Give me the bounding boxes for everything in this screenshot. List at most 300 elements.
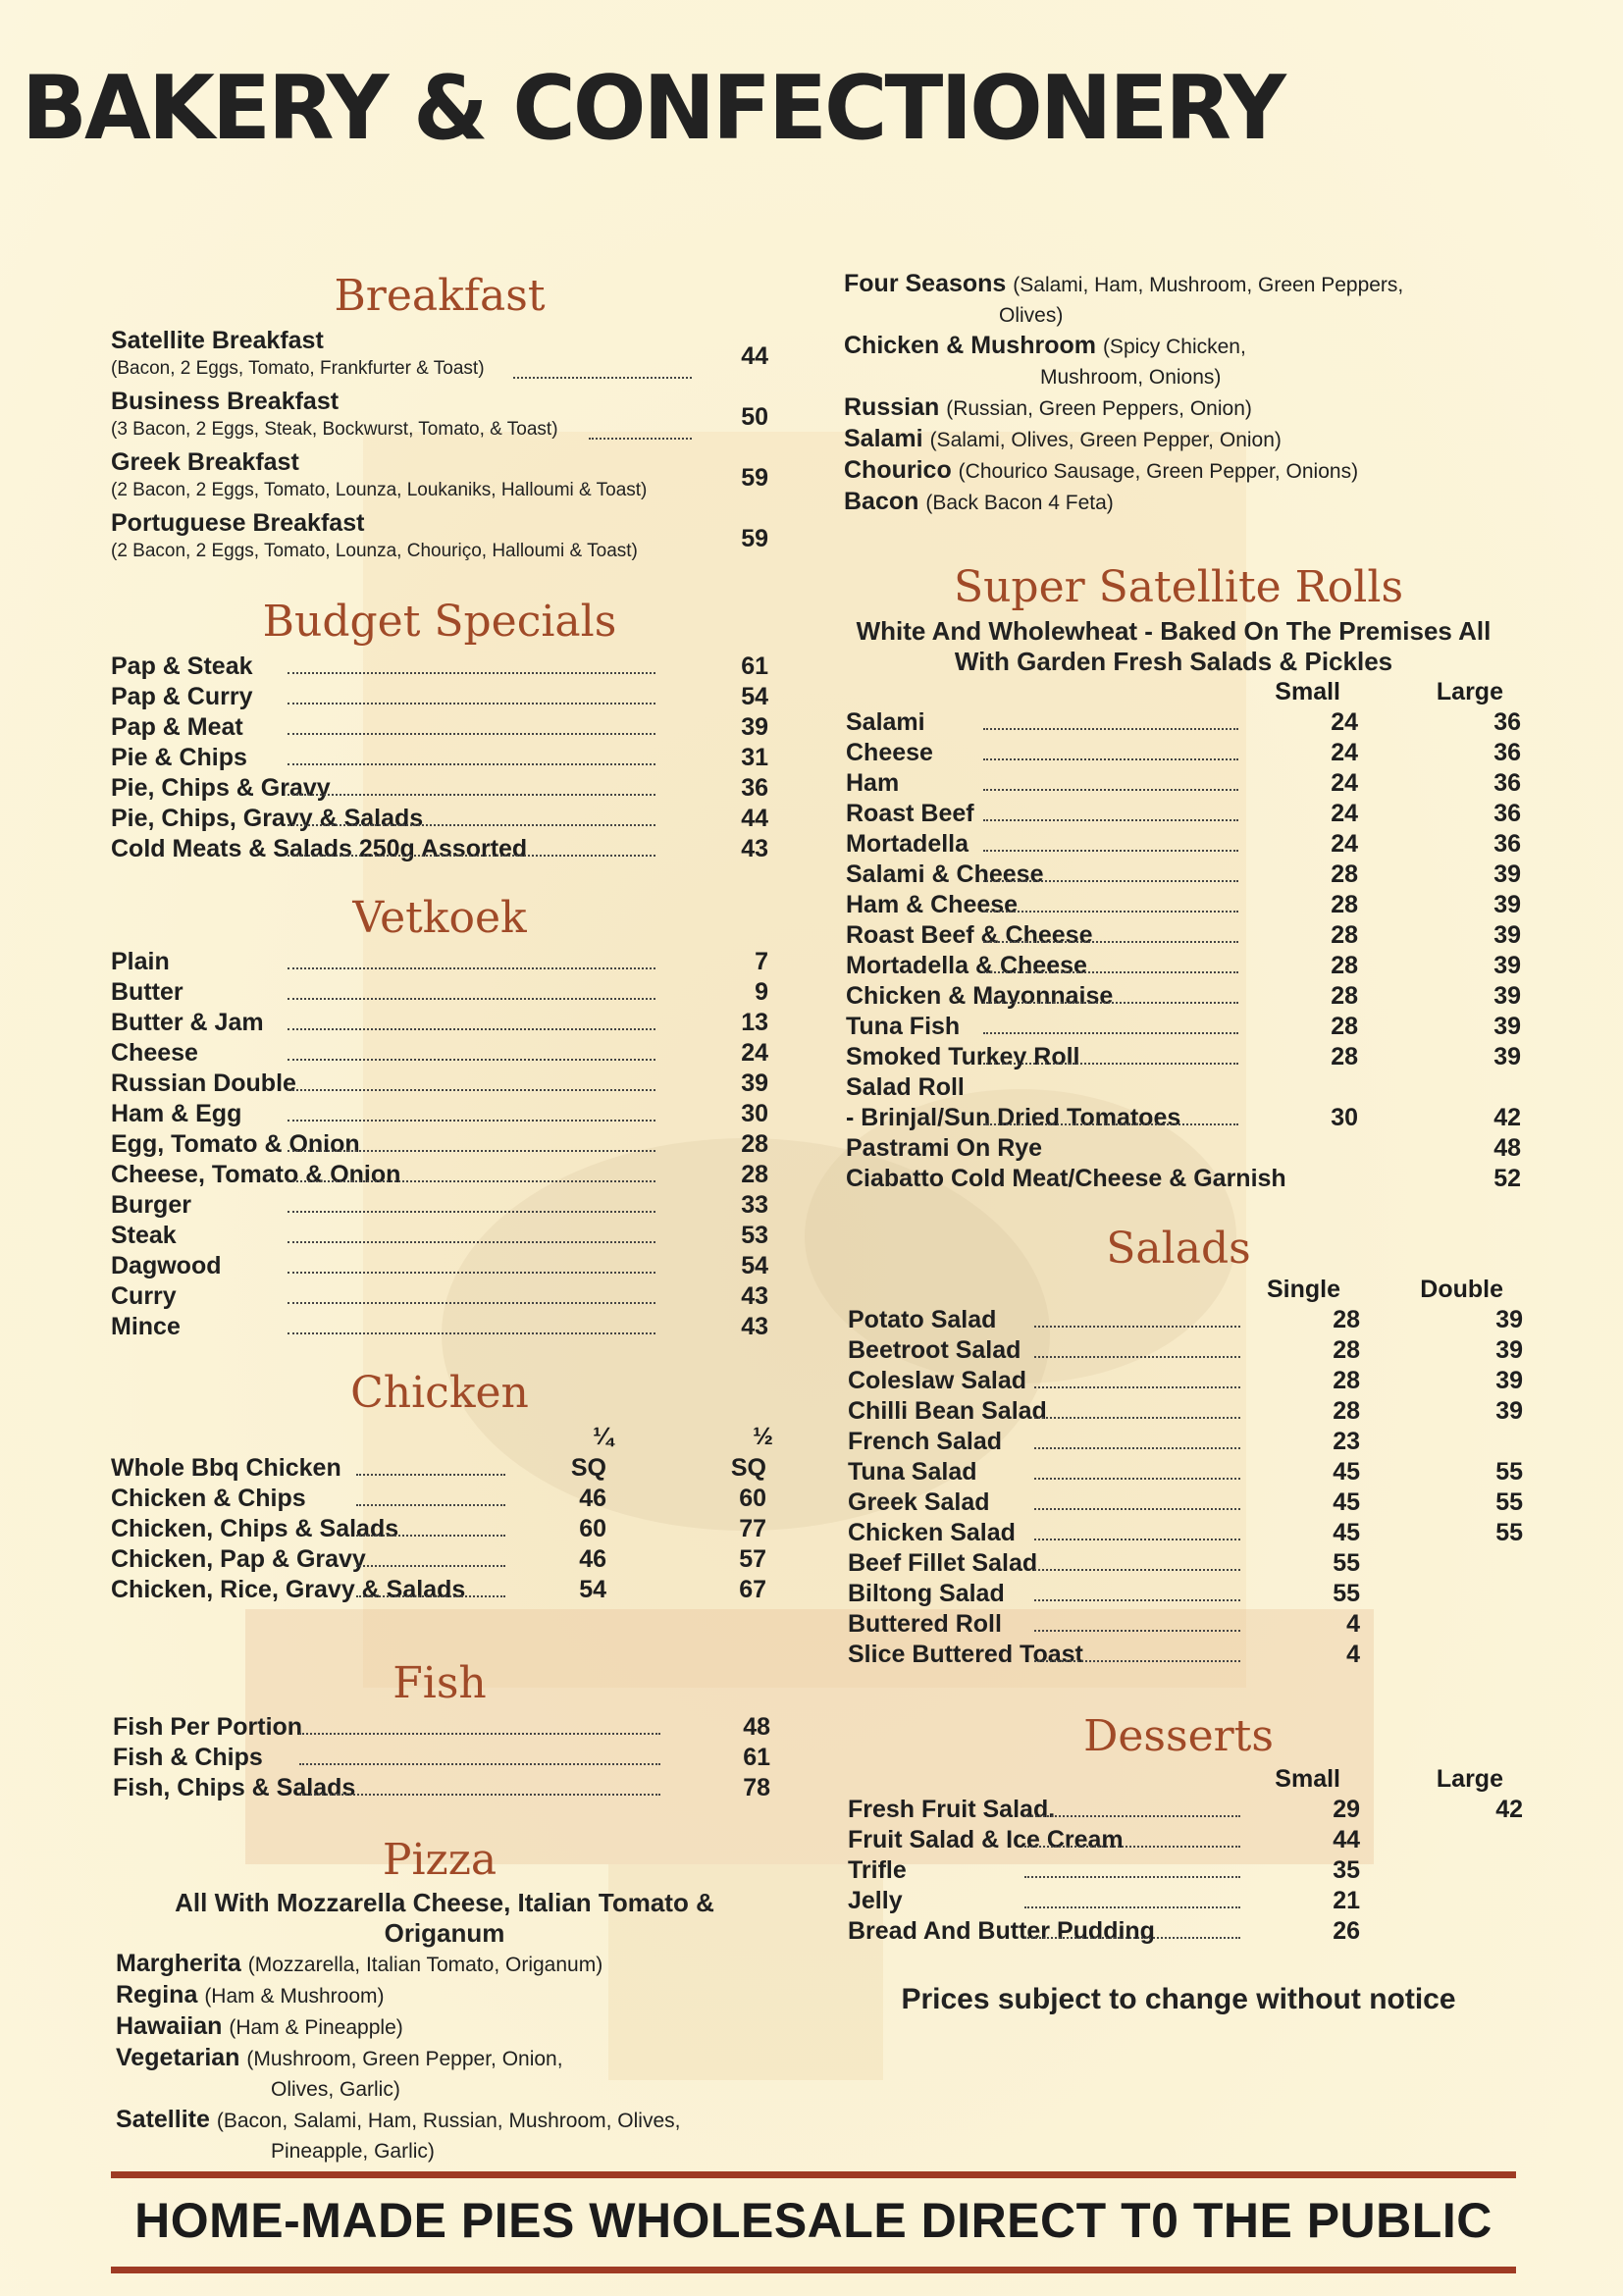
item-name: Egg, Tomato & Onion xyxy=(111,1130,360,1158)
footer-rule-bottom xyxy=(111,2267,1516,2273)
item-price-col1: 28 xyxy=(1331,982,1358,1010)
menu-item xyxy=(113,1773,770,1803)
pizza-toppings: (Spicy Chicken, xyxy=(1102,336,1246,358)
item-name: Fruit Salad & Ice Cream xyxy=(848,1826,1124,1853)
menu-item xyxy=(848,1427,1515,1457)
menu-item xyxy=(111,1251,768,1281)
item-price: 13 xyxy=(741,1009,768,1036)
item-description: (3 Bacon, 2 Eggs, Steak, Bockwurst, Tomato, & Toast) xyxy=(111,419,558,440)
item-name: Fish & Chips xyxy=(113,1744,263,1771)
menu-item xyxy=(848,1795,1523,1825)
dot-leader xyxy=(983,941,1238,943)
dot-leader xyxy=(299,1763,660,1765)
menu-item xyxy=(846,1042,1521,1072)
item-price-col1: 24 xyxy=(1331,739,1358,766)
item-price-col2: 39 xyxy=(1493,1013,1521,1040)
dot-leader xyxy=(1034,1356,1240,1358)
item-price-col1: 46 xyxy=(579,1545,606,1573)
menu-item xyxy=(111,1312,768,1342)
item-name: Salami xyxy=(846,708,925,736)
dot-leader xyxy=(1034,1326,1240,1328)
menu-item xyxy=(848,1855,1515,1886)
pizza-item xyxy=(844,331,1531,392)
pizza-toppings: (Ham & Mushroom) xyxy=(204,1985,385,2008)
item-name: Beetroot Salad xyxy=(848,1336,1021,1364)
item-name: Chicken & Chips xyxy=(111,1485,306,1512)
item-price: 43 xyxy=(741,1313,768,1340)
item-price-col1: 46 xyxy=(579,1485,606,1512)
pizza-item xyxy=(116,1949,803,1980)
dot-leader xyxy=(1034,1447,1240,1449)
item-price: 61 xyxy=(741,652,768,680)
dot-leader xyxy=(983,819,1238,821)
item-name: Chicken, Rice, Gravy & Salads xyxy=(111,1576,466,1603)
item-price-col2: 36 xyxy=(1493,769,1521,797)
dot-leader xyxy=(589,438,692,440)
item-price-col2: 39 xyxy=(1493,982,1521,1010)
item-name: Roast Beef & Cheese xyxy=(846,921,1093,949)
item-name: Pap & Curry xyxy=(111,683,253,710)
rolls-list xyxy=(846,707,1521,1194)
item-price: 31 xyxy=(741,744,768,771)
item-name: Cheese, Tomato & Onion xyxy=(111,1161,401,1188)
item-price-col2: 42 xyxy=(1493,1104,1521,1131)
item-price-col1: 44 xyxy=(1333,1826,1360,1853)
item-price-col1: 23 xyxy=(1333,1428,1360,1455)
item-name: Ham & Egg xyxy=(111,1100,242,1127)
item-price-col2: 39 xyxy=(1495,1306,1523,1333)
dot-leader xyxy=(288,1089,655,1091)
pizza-item xyxy=(844,269,1531,331)
menu-item xyxy=(846,1133,1521,1164)
dot-leader xyxy=(983,880,1238,882)
item-name: Whole Bbq Chicken xyxy=(111,1454,341,1482)
dot-leader xyxy=(288,855,655,857)
menu-item xyxy=(848,1396,1523,1427)
item-price-col2: 48 xyxy=(1493,1134,1521,1162)
menu-item xyxy=(846,1103,1521,1133)
item-name: Cheese xyxy=(846,739,933,766)
breakfast-item xyxy=(111,326,768,387)
budget-specials-heading: Budget Specials xyxy=(262,597,617,647)
item-price-col2: 39 xyxy=(1493,891,1521,918)
menu-item xyxy=(848,1487,1523,1518)
dot-leader xyxy=(983,911,1238,913)
menu-item xyxy=(111,1099,768,1129)
item-name: Slice Buttered Toast xyxy=(848,1641,1083,1668)
item-price: 39 xyxy=(741,713,768,741)
rolls-note-line1: White And Wholewheat - Baked On The Premises All xyxy=(856,616,1492,646)
pizza-heading: Pizza xyxy=(382,1835,497,1885)
dot-leader xyxy=(983,850,1238,852)
item-name: Buttered Roll xyxy=(848,1610,1002,1638)
item-name: Mortadella & Cheese xyxy=(846,952,1087,979)
item-price-col1: 35 xyxy=(1333,1856,1360,1884)
dot-leader xyxy=(1034,1417,1240,1419)
menu-item xyxy=(111,1544,768,1575)
menu-item xyxy=(846,799,1521,829)
menu-item xyxy=(111,1453,768,1484)
dot-leader xyxy=(1034,1539,1240,1540)
item-price-col1: 24 xyxy=(1331,769,1358,797)
dot-leader xyxy=(288,1302,655,1304)
item-name: Chilli Bean Salad xyxy=(848,1397,1047,1425)
pizza-item xyxy=(116,2043,803,2105)
item-price-col1: 24 xyxy=(1331,800,1358,827)
item-name: Roast Beef xyxy=(846,800,974,827)
menu-item xyxy=(111,1069,768,1099)
menu-item xyxy=(846,707,1521,738)
item-name: Biltong Salad xyxy=(848,1580,1005,1607)
item-price-col1: 60 xyxy=(579,1515,606,1542)
item-name: Beef Fillet Salad xyxy=(848,1549,1038,1577)
breakfast-item xyxy=(111,387,768,447)
menu-item xyxy=(111,1575,768,1605)
menu-item xyxy=(848,1335,1523,1366)
pizza-item xyxy=(844,487,1531,518)
breakfast-list xyxy=(111,326,768,569)
item-price: 7 xyxy=(755,948,768,975)
vetkoek-list xyxy=(111,947,768,1342)
pizza-name: Chourico xyxy=(844,456,952,484)
dot-leader xyxy=(288,1180,655,1182)
item-name: Ciabatto Cold Meat/Cheese & Garnish xyxy=(846,1165,1286,1192)
fish-list xyxy=(113,1712,770,1803)
item-price-col1: 26 xyxy=(1333,1917,1360,1945)
desserts-col-small: Small xyxy=(1275,1765,1340,1793)
dot-leader xyxy=(1034,1508,1240,1510)
item-price-col1: 28 xyxy=(1331,891,1358,918)
item-name: Mince xyxy=(111,1313,181,1340)
pizza-toppings: (Salami, Ham, Mushroom, Green Peppers, xyxy=(1013,274,1404,296)
item-name: Portuguese Breakfast xyxy=(111,509,365,537)
item-name: Burger xyxy=(111,1191,191,1219)
pizza-toppings: (Bacon, Salami, Ham, Russian, Mushroom, Olives, xyxy=(216,2110,681,2132)
item-price: 59 xyxy=(741,525,768,552)
pizza-item xyxy=(116,2105,803,2166)
item-name: Potato Salad xyxy=(848,1306,997,1333)
item-price-col1: 24 xyxy=(1331,708,1358,736)
item-price: 48 xyxy=(743,1713,770,1741)
dot-leader xyxy=(288,967,655,969)
dot-leader xyxy=(288,1332,655,1334)
dot-leader xyxy=(983,971,1238,973)
item-price-col2: 55 xyxy=(1495,1458,1523,1486)
pizza-toppings-cont: Pineapple, Garlic) xyxy=(271,2140,435,2163)
item-price-col2: 39 xyxy=(1493,952,1521,979)
item-price-col1: 28 xyxy=(1331,1043,1358,1070)
dot-leader xyxy=(983,1002,1238,1004)
item-name: Pastrami On Rye xyxy=(846,1134,1043,1162)
item-name: Pap & Steak xyxy=(111,652,253,680)
pizza-name: Satellite xyxy=(116,2106,210,2133)
dot-leader xyxy=(1034,1569,1240,1571)
item-description: (2 Bacon, 2 Eggs, Tomato, Lounza, Loukaniks, Halloumi & Toast) xyxy=(111,480,648,500)
item-price-col2: SQ xyxy=(730,1454,766,1482)
pizza-item xyxy=(844,392,1531,424)
item-name: Bread And Butter Pudding xyxy=(848,1917,1155,1945)
menu-item xyxy=(111,1190,768,1221)
item-name: Satellite Breakfast xyxy=(111,327,324,354)
item-price-col1: 45 xyxy=(1333,1458,1360,1486)
item-price-col1: 45 xyxy=(1333,1519,1360,1546)
item-name: Steak xyxy=(111,1222,177,1249)
menu-item xyxy=(848,1886,1515,1916)
menu-item xyxy=(111,1160,768,1190)
dot-leader xyxy=(356,1595,505,1597)
item-price-col2: 67 xyxy=(739,1576,766,1603)
salads-col-single: Single xyxy=(1266,1276,1340,1303)
item-price: 9 xyxy=(755,978,768,1006)
item-name: Pie, Chips & Gravy xyxy=(111,774,331,802)
item-price-col2: 39 xyxy=(1495,1367,1523,1394)
pizza-name: Margherita xyxy=(116,1950,241,1977)
menu-item xyxy=(846,1164,1521,1194)
desserts-col-large: Large xyxy=(1436,1765,1503,1793)
pizza-toppings-cont: Mushroom, Onions) xyxy=(1040,366,1222,389)
item-price: 44 xyxy=(741,342,768,370)
chicken-col-quarter: ¼ xyxy=(593,1423,613,1450)
dot-leader xyxy=(288,1150,655,1152)
pizza-toppings: (Back Bacon 4 Feta) xyxy=(925,492,1114,514)
item-price-col2: 60 xyxy=(739,1485,766,1512)
item-name: Tuna Salad xyxy=(848,1458,977,1486)
item-name: Trifle xyxy=(848,1856,907,1884)
dot-leader xyxy=(1024,1846,1240,1848)
item-price-col2: 52 xyxy=(1493,1165,1521,1192)
dot-leader xyxy=(288,1028,655,1030)
item-price-col1: 28 xyxy=(1331,1013,1358,1040)
item-name: Salami & Cheese xyxy=(846,861,1044,888)
item-name: Cheese xyxy=(111,1039,198,1067)
pizza-list-left xyxy=(116,1949,803,2166)
dot-leader xyxy=(288,824,655,826)
dot-leader xyxy=(288,1059,655,1061)
item-price: 61 xyxy=(743,1744,770,1771)
dot-leader xyxy=(513,377,692,379)
pizza-name: Hawaiian xyxy=(116,2012,223,2040)
item-price-col2: 39 xyxy=(1493,921,1521,949)
menu-item xyxy=(111,804,768,834)
menu-item xyxy=(848,1825,1515,1855)
pizza-toppings: (Ham & Pineapple) xyxy=(229,2016,403,2039)
dot-leader xyxy=(288,763,655,765)
price-notice: Prices subject to change without notice xyxy=(901,1983,1456,2015)
dot-leader xyxy=(983,789,1238,791)
item-price-col2: 55 xyxy=(1495,1519,1523,1546)
item-price: 43 xyxy=(741,835,768,862)
salads-list xyxy=(848,1305,1523,1670)
item-price-col2: 36 xyxy=(1493,739,1521,766)
item-name: Greek Breakfast xyxy=(111,448,299,476)
pizza-toppings: (Russian, Green Peppers, Onion) xyxy=(946,397,1252,420)
dot-leader xyxy=(983,1032,1238,1034)
item-price-col1: 55 xyxy=(1333,1580,1360,1607)
item-price-col1: 28 xyxy=(1331,861,1358,888)
item-price-col2: 42 xyxy=(1495,1796,1523,1823)
pizza-toppings: (Mozzarella, Italian Tomato, Origanum) xyxy=(247,1954,603,1976)
menu-item xyxy=(111,682,768,712)
item-price: 54 xyxy=(741,1252,768,1279)
item-name: Fish Per Portion xyxy=(113,1713,303,1741)
menu-item xyxy=(848,1366,1523,1396)
menu-item xyxy=(113,1712,770,1743)
item-price: 44 xyxy=(741,805,768,832)
pizza-list-right xyxy=(844,269,1531,518)
rolls-col-small: Small xyxy=(1275,678,1340,705)
pizza-note-line2: Origanum xyxy=(384,1918,505,1948)
dot-leader xyxy=(1034,1599,1240,1601)
pizza-toppings-cont: Olives) xyxy=(999,304,1064,327)
pizza-name: Bacon xyxy=(844,488,919,515)
item-price: 78 xyxy=(743,1774,770,1801)
pizza-item xyxy=(116,1980,803,2011)
item-price-col1: 45 xyxy=(1333,1488,1360,1516)
item-price-col2: 36 xyxy=(1493,708,1521,736)
menu-item xyxy=(111,1484,768,1514)
rolls-heading: Super Satellite Rolls xyxy=(953,562,1404,612)
desserts-list xyxy=(848,1795,1523,1947)
vetkoek-heading: Vetkoek xyxy=(352,893,527,943)
page-title: BAKERY & CONFECTIONERY xyxy=(22,57,1283,160)
dot-leader xyxy=(1024,1906,1240,1908)
item-price-col1: 24 xyxy=(1331,830,1358,858)
menu-item xyxy=(846,738,1521,768)
dot-leader xyxy=(983,758,1238,760)
menu-item xyxy=(111,743,768,773)
menu-item xyxy=(846,829,1521,860)
pizza-toppings: (Mushroom, Green Pepper, Onion, xyxy=(246,2048,563,2070)
dot-leader xyxy=(299,1794,660,1796)
dot-leader xyxy=(983,1123,1238,1125)
menu-item xyxy=(111,947,768,977)
dot-leader xyxy=(288,733,655,735)
item-name: Tuna Fish xyxy=(846,1013,961,1040)
item-price-col1: 28 xyxy=(1333,1397,1360,1425)
item-name: Curry xyxy=(111,1282,177,1310)
dot-leader xyxy=(1034,1630,1240,1632)
fish-heading: Fish xyxy=(393,1658,487,1708)
item-price: 43 xyxy=(741,1282,768,1310)
dot-leader xyxy=(288,1120,655,1122)
breakfast-item xyxy=(111,508,768,569)
item-price-col2: 36 xyxy=(1493,800,1521,827)
menu-item xyxy=(111,712,768,743)
item-price-col2: 39 xyxy=(1495,1336,1523,1364)
pizza-name: Russian xyxy=(844,393,940,421)
pizza-note-line1: All With Mozzarella Cheese, Italian Tomato & xyxy=(175,1888,714,1917)
dot-leader xyxy=(1034,1386,1240,1388)
item-name: Jelly xyxy=(848,1887,903,1914)
item-price-col1: 29 xyxy=(1333,1796,1360,1823)
menu-item xyxy=(848,1518,1523,1548)
menu-item xyxy=(846,860,1521,890)
item-price: 33 xyxy=(741,1191,768,1219)
item-name: Fresh Fruit Salad. xyxy=(848,1796,1056,1823)
item-price-col1: 4 xyxy=(1346,1610,1360,1638)
menu-item xyxy=(111,1281,768,1312)
item-name: Chicken & Mayonnaise xyxy=(846,982,1114,1010)
menu-item xyxy=(111,1129,768,1160)
menu-item xyxy=(846,1012,1521,1042)
item-name: Pie & Chips xyxy=(111,744,247,771)
item-name: - Brinjal/Sun Dried Tomatoes xyxy=(846,1104,1181,1131)
item-price: 39 xyxy=(741,1070,768,1097)
dot-leader xyxy=(356,1535,505,1537)
chicken-heading: Chicken xyxy=(350,1368,529,1418)
item-price: 24 xyxy=(741,1039,768,1067)
item-name: Plain xyxy=(111,948,170,975)
dot-leader xyxy=(288,1272,655,1274)
item-price-col2: 36 xyxy=(1493,830,1521,858)
pizza-item xyxy=(844,455,1531,487)
rolls-note-line2: With Garden Fresh Salads & Pickles xyxy=(954,647,1393,676)
item-price-col2: 77 xyxy=(739,1515,766,1542)
menu-item xyxy=(111,1038,768,1069)
item-name: Cold Meats & Salads 250g Assorted xyxy=(111,835,528,862)
item-name: Butter xyxy=(111,978,183,1006)
item-price: 53 xyxy=(741,1222,768,1249)
item-price: 28 xyxy=(741,1130,768,1158)
dot-leader xyxy=(983,728,1238,730)
chicken-list xyxy=(111,1453,768,1605)
item-name: Pap & Meat xyxy=(111,713,243,741)
dot-leader xyxy=(288,672,655,674)
pizza-name: Regina xyxy=(116,1981,198,2009)
dot-leader xyxy=(288,794,655,796)
item-price-col1: SQ xyxy=(570,1454,606,1482)
pizza-name: Four Seasons xyxy=(844,270,1007,297)
menu-item xyxy=(111,1008,768,1038)
menu-item xyxy=(846,1072,1513,1103)
item-name: Coleslaw Salad xyxy=(848,1367,1027,1394)
menu-item xyxy=(848,1579,1515,1609)
item-name: Chicken, Pap & Gravy xyxy=(111,1545,366,1573)
menu-item xyxy=(846,920,1521,951)
rolls-col-large: Large xyxy=(1436,678,1503,705)
menu-item xyxy=(111,773,768,804)
desserts-heading: Desserts xyxy=(1083,1711,1274,1761)
item-name: Mortadella xyxy=(846,830,969,858)
menu-item xyxy=(848,1916,1515,1947)
menu-item xyxy=(111,1221,768,1251)
dot-leader xyxy=(1024,1876,1240,1878)
item-description: (Bacon, 2 Eggs, Tomato, Frankfurter & Toast) xyxy=(111,358,485,379)
item-price: 54 xyxy=(741,683,768,710)
item-price-col1: 55 xyxy=(1333,1549,1360,1577)
item-name: Greek Salad xyxy=(848,1488,990,1516)
breakfast-heading: Breakfast xyxy=(334,271,546,321)
menu-item xyxy=(848,1548,1515,1579)
dot-leader xyxy=(356,1565,505,1567)
item-price-col1: 21 xyxy=(1333,1887,1360,1914)
item-name: Ham xyxy=(846,769,900,797)
dot-leader xyxy=(1034,1478,1240,1480)
salads-heading: Salads xyxy=(1106,1224,1251,1274)
menu-item xyxy=(113,1743,770,1773)
item-name: Fish, Chips & Salads xyxy=(113,1774,356,1801)
item-price: 50 xyxy=(741,403,768,431)
menu-item xyxy=(848,1457,1523,1487)
menu-item xyxy=(111,834,768,864)
item-name: Dagwood xyxy=(111,1252,222,1279)
pizza-item xyxy=(116,2011,803,2043)
item-price-col1: 28 xyxy=(1331,952,1358,979)
pizza-toppings: (Salami, Olives, Green Pepper, Onion) xyxy=(929,429,1282,451)
menu-item xyxy=(848,1305,1523,1335)
item-price-col2: 55 xyxy=(1495,1488,1523,1516)
item-price-col1: 28 xyxy=(1333,1367,1360,1394)
